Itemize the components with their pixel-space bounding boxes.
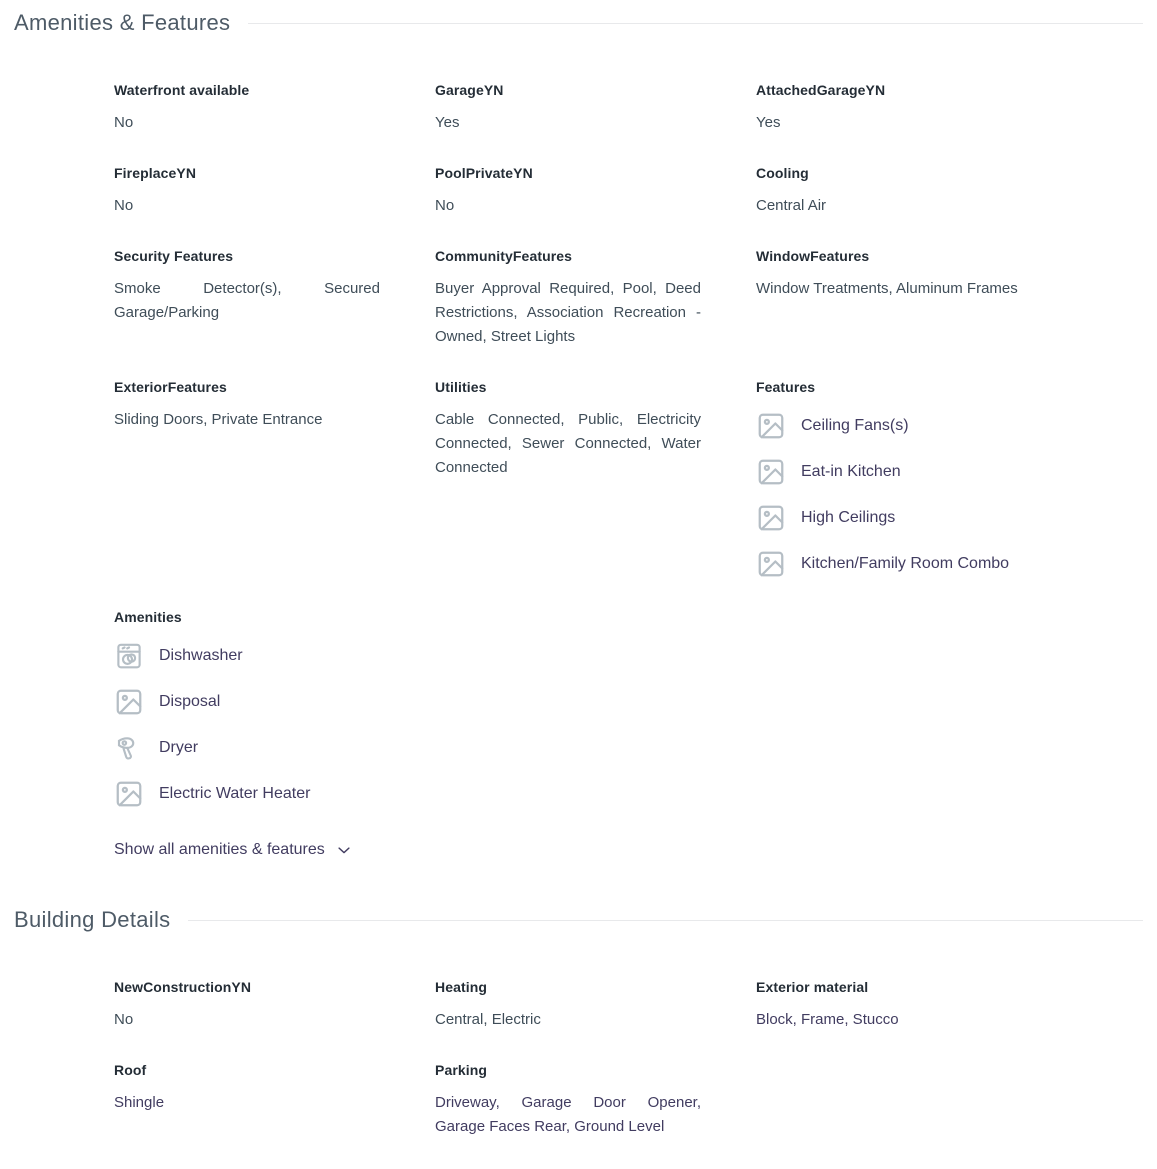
field-value: Sliding Doors, Private Entrance — [114, 411, 323, 428]
field-cell — [756, 979, 1077, 1032]
show-all-label: Show all amenities & features — [114, 841, 325, 858]
field-value: Yes — [435, 114, 460, 131]
list-item — [114, 732, 435, 763]
field-value: Window Treatments, Aluminum Frames — [756, 280, 1018, 297]
list-item — [114, 640, 435, 671]
field-label: Amenities — [114, 609, 182, 625]
field-label: Security Features — [114, 248, 234, 264]
field-value: Cable Connected, Public, Electricity Connected, Sewer Connected, Water Connected — [435, 411, 701, 476]
field-label: Waterfront available — [114, 82, 250, 98]
field-label: Features — [756, 379, 816, 395]
field-label: Roof — [114, 1062, 147, 1078]
field-label: Parking — [435, 1062, 488, 1078]
field-label: CommunityFeatures — [435, 248, 573, 264]
field-cell — [114, 379, 435, 432]
field-cell — [435, 1062, 756, 1139]
field-label: Cooling — [756, 165, 809, 181]
building-details-grid — [114, 979, 1143, 1169]
field-cell — [435, 82, 756, 135]
amenities-features-title: Amenities & Features — [14, 10, 231, 35]
list-item-label: Electric Water Heater — [159, 784, 311, 802]
field-label: ExteriorFeatures — [114, 379, 227, 395]
image-placeholder-icon — [114, 687, 144, 717]
list-item — [756, 502, 1077, 533]
image-placeholder-icon — [756, 549, 786, 579]
field-label: GarageYN — [435, 82, 504, 98]
list-item — [114, 686, 435, 717]
image-placeholder-icon — [756, 457, 786, 487]
section-divider — [248, 23, 1143, 24]
field-cell — [114, 248, 435, 325]
field-cell — [435, 979, 756, 1032]
field-cell — [114, 82, 435, 135]
list-item-label: Kitchen/Family Room Combo — [801, 554, 1010, 572]
list-item — [756, 548, 1077, 579]
building-details-section — [14, 905, 1143, 1169]
field-cell — [756, 165, 1077, 218]
field-cell — [114, 165, 435, 218]
amenities-features-header — [14, 8, 1143, 38]
field-value: Block, Frame, Stucco — [756, 1011, 899, 1028]
list-item — [756, 456, 1077, 487]
field-value: No — [114, 114, 134, 131]
field-label: WindowFeatures — [756, 248, 870, 264]
list-item-label: Dryer — [159, 738, 199, 756]
section-divider — [188, 920, 1143, 921]
field-cell — [114, 1062, 435, 1115]
show-all-amenities-button[interactable] — [114, 841, 353, 859]
field-value: Central Air — [756, 197, 827, 214]
amenities-list-cell — [114, 609, 435, 809]
icon-list — [114, 640, 435, 809]
field-label: Exterior material — [756, 979, 869, 995]
list-item-label: Eat-in Kitchen — [801, 462, 901, 480]
list-item-label: High Ceilings — [801, 508, 896, 526]
field-value: No — [435, 197, 455, 214]
chevron-down-icon — [335, 841, 353, 859]
amenities-features-grid — [114, 82, 1143, 839]
list-item-label: Disposal — [159, 692, 221, 710]
field-cell — [756, 82, 1077, 135]
field-cell — [435, 165, 756, 218]
field-value: No — [114, 1011, 134, 1028]
building-details-header — [14, 905, 1143, 935]
field-value: Buyer Approval Required, Pool, Deed Restrictions, Association Recreation - Owned, Street Lights — [435, 280, 701, 345]
field-label: AttachedGarageYN — [756, 82, 886, 98]
building-details-title: Building Details — [14, 907, 171, 932]
field-value: Shingle — [114, 1094, 165, 1111]
image-placeholder-icon — [756, 503, 786, 533]
field-value: Driveway, Garage Door Opener, Garage Faces Rear, Ground Level — [435, 1094, 701, 1135]
list-item-label: Ceiling Fans(s) — [801, 416, 909, 434]
image-placeholder-icon — [114, 779, 144, 809]
list-item-label: Dishwasher — [159, 646, 243, 664]
image-placeholder-icon — [756, 411, 786, 441]
field-cell — [756, 248, 1077, 301]
field-label: FireplaceYN — [114, 165, 197, 181]
dishwasher-icon — [114, 641, 144, 671]
field-cell — [114, 979, 435, 1032]
field-value: Smoke Detector(s), Secured Garage/Parking — [114, 280, 380, 321]
list-item — [756, 410, 1077, 441]
icon-list — [756, 410, 1077, 579]
field-cell — [435, 379, 756, 480]
field-label: Utilities — [435, 379, 487, 395]
field-label: Heating — [435, 979, 488, 995]
field-cell — [435, 248, 756, 349]
field-label: NewConstructionYN — [114, 979, 252, 995]
hair-dryer-icon — [114, 733, 144, 763]
amenities-features-section — [14, 8, 1143, 859]
field-value: No — [114, 197, 134, 214]
list-item — [114, 778, 435, 809]
field-label: PoolPrivateYN — [435, 165, 533, 181]
field-value: Central, Electric — [435, 1011, 541, 1028]
field-value: Yes — [756, 114, 781, 131]
features-list-cell — [756, 379, 1077, 579]
